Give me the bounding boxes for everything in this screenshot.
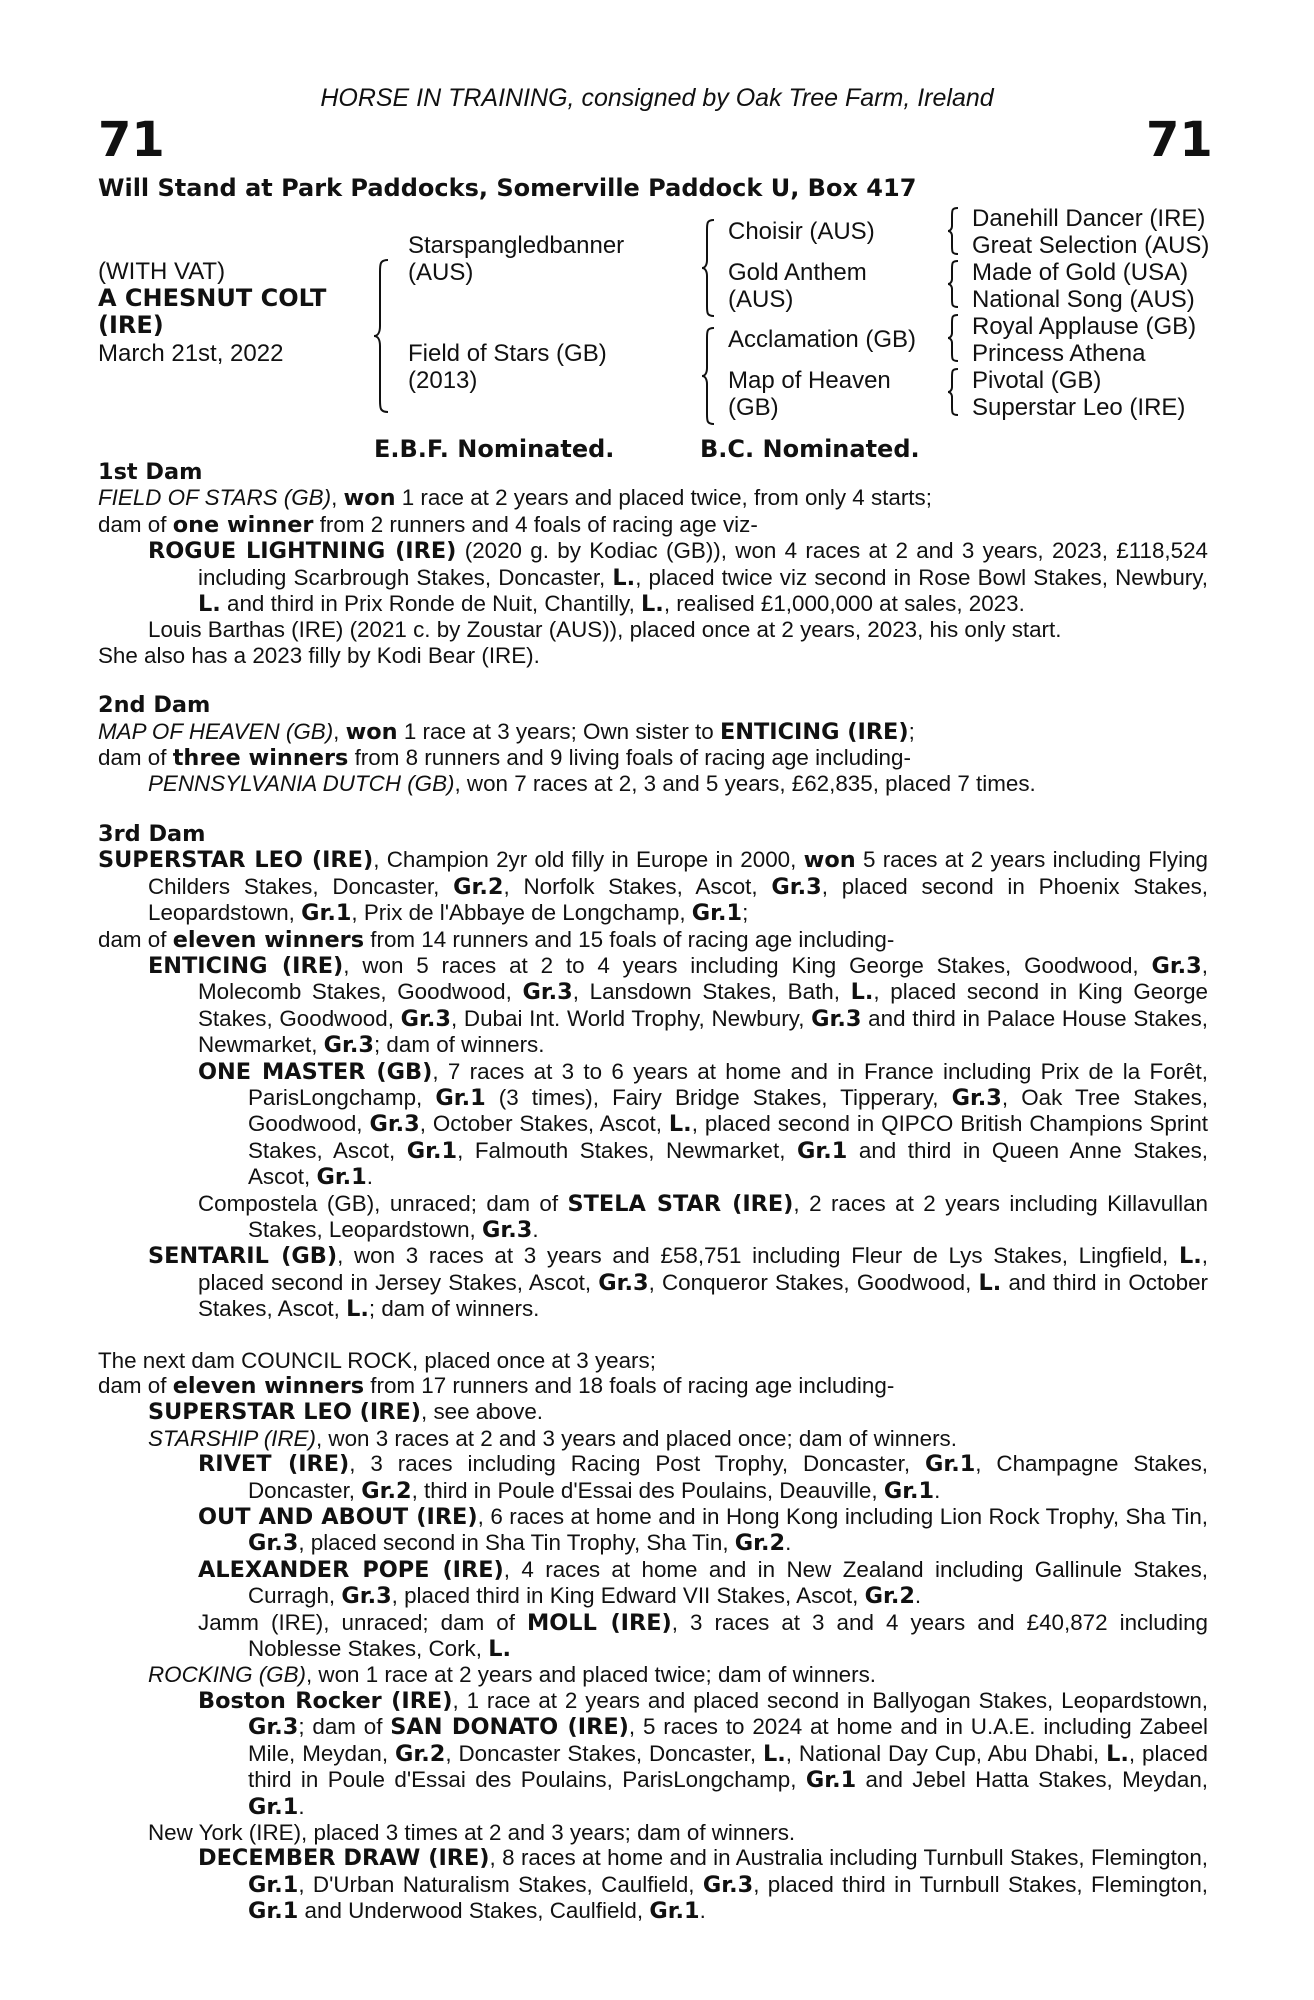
brace-icon [372, 258, 392, 414]
text-run: , placed second in Sha Tin Trophy, Sha Tin, [298, 1530, 735, 1556]
dam-dam: Map of Heaven [728, 367, 891, 394]
next-dam-line: The next dam COUNCIL ROCK, placed once at 3 years; [98, 1347, 656, 1373]
text-run: , won 3 races at 3 years and £58,751 including Fleur de Lys Stakes, Lingfield, [337, 1243, 1179, 1269]
text-run: . [914, 1583, 922, 1609]
text-run: 1 race at 3 years; Own sister to [397, 718, 720, 744]
text-run: , placed third in King Edward VII Stakes, Ascot, [391, 1583, 865, 1609]
text-run: won [345, 718, 398, 745]
gg-7: Pivotal (GB) [972, 367, 1102, 394]
text-run: won [343, 485, 396, 512]
progeny-entry: Louis Barthas (IRE) (2021 c. by Zoustar (AUS)), placed once at 2 years, 2023, his only start. [148, 617, 1062, 643]
text-run: L. [612, 564, 636, 591]
text-run: Gr.3 [369, 1111, 420, 1138]
text-run: Gr.1 [883, 1477, 935, 1504]
sire-dam-origin: (AUS) [728, 286, 794, 313]
text-run: , 1 race at 2 years and placed second in Ballyogan Stakes, Leopardstown, [452, 1687, 1209, 1713]
text-run: ; [908, 718, 915, 744]
text-run: , placed third in Poule d'Essai des Poulains, ParisLongchamp, [248, 1740, 1208, 1793]
text-run: from 2 runners and 4 foals of racing age viz- [313, 511, 758, 537]
third-dam-produce-line [98, 927, 1208, 953]
stand-location: Will Stand at Park Paddocks, Somerville Paddock U, Box 417 [98, 174, 917, 202]
lot-number-right: 71 [1146, 112, 1213, 168]
gg-6: Princess Athena [972, 340, 1146, 367]
brace-icon [946, 259, 960, 309]
text-run: , [331, 485, 344, 511]
text-run: ROCKING (GB) [148, 1662, 306, 1688]
text-run: Gr.3 [951, 1084, 1002, 1111]
text-run: Gr.3 [248, 1530, 299, 1557]
text-run: Gr.1 [316, 1164, 367, 1191]
text-run: DECEMBER DRAW (IRE) [198, 1845, 490, 1872]
subject-foaled: March 21st, 2022 [98, 340, 284, 367]
brace-g4 [946, 367, 960, 422]
text-run: Gr.3 [400, 1005, 451, 1032]
third-dam-line [98, 847, 1208, 926]
text-run: Gr.1 [805, 1767, 857, 1794]
text-run: . [699, 1898, 706, 1924]
text-run: ROGUE LIGHTNING (IRE) [148, 538, 457, 565]
subject-origin: (IRE) [98, 311, 164, 339]
text-run: , see above. [421, 1399, 544, 1425]
brace-g1 [946, 206, 960, 261]
text-run: STARSHIP (IRE) [148, 1425, 316, 1451]
text-run: 5 races at 2 years including Flying Childers Stakes, Doncaster, [148, 847, 1208, 899]
text-run: Gr.1 [248, 1871, 299, 1898]
text-run: , October Stakes, Ascot, [419, 1111, 669, 1137]
text-run: eleven winners [172, 1373, 365, 1399]
text-run: , 6 races at home and in Hong Kong including Lion Rock Trophy, Sha Tin, [477, 1504, 1208, 1530]
text-run: and third in Palace House Stakes, Newmarket, [198, 1005, 1208, 1058]
text-run: , 5 races to 2024 at home and in U.A.E. including Zabeel Mile, Meydan, [248, 1714, 1208, 1766]
progeny-entry [98, 1059, 1208, 1191]
brace-g2 [946, 259, 960, 314]
text-run: , placed second in King George Stakes, Goodwood, [198, 979, 1208, 1031]
text-run: , third in Poule d'Essai des Poulains, Deauville, [411, 1477, 884, 1503]
lot-number-left: 71 [98, 112, 165, 168]
text-run: Jamm (IRE), unraced; dam of [198, 1609, 527, 1635]
text-run: Gr.3 [482, 1216, 533, 1243]
dam-sire: Acclamation (GB) [728, 326, 917, 353]
brace-icon [946, 367, 960, 417]
text-run: from 14 runners and 15 foals of racing age including- [364, 926, 895, 952]
text-run: SAN DONATO (IRE) [390, 1714, 629, 1741]
text-run: Gr.2 [864, 1583, 915, 1610]
text-run: Gr.2 [453, 873, 504, 900]
text-run: dam of [98, 745, 173, 771]
text-run: , Prix de l'Abbaye de Longchamp, [351, 900, 692, 926]
text-run: Gr.3 [522, 979, 573, 1006]
dam-year: (2013) [408, 367, 478, 394]
subject-vat: (WITH VAT) [98, 258, 226, 285]
text-run: , Lansdown Stakes, Bath, [572, 979, 851, 1005]
text-run: , 3 races including Racing Post Trophy, Doncaster, [349, 1451, 925, 1477]
text-run: , 7 races at 3 to 6 years at home and in France including Prix de la Forêt, ParisLongchamp, [248, 1058, 1208, 1110]
text-run: SENTARIL (GB) [148, 1243, 338, 1270]
text-run: MOLL (IRE) [526, 1609, 672, 1636]
progeny-entry [98, 1399, 1208, 1425]
text-run: , won 3 races at 2 and 3 years and placed once; dam of winners. [315, 1425, 957, 1451]
ebf-nomination: E.B.F. Nominated. [374, 435, 615, 463]
text-run: , Molecomb Stakes, Goodwood, [198, 952, 1208, 1005]
text-run: RIVET (IRE) [198, 1451, 350, 1478]
brace-icon [700, 326, 718, 426]
text-run: ; dam of [298, 1714, 391, 1740]
text-run: , Norfolk Stakes, Ascot, [503, 873, 772, 899]
text-run: , 3 races at 3 and 4 years and £40,872 including Noblesse Stakes, Cork, [248, 1609, 1208, 1662]
text-run: Compostela (GB), unraced; dam of [198, 1190, 568, 1216]
text-run: L. [1178, 1243, 1202, 1270]
text-run: three winners [172, 745, 349, 772]
text-run: , Doncaster Stakes, Doncaster, [445, 1740, 763, 1766]
section-heading-second-dam: 2nd Dam [98, 692, 211, 719]
progeny-entry [98, 1557, 1208, 1610]
subject-name: A CHESNUT COLT [98, 284, 327, 312]
text-run: (2020 g. by Kodiac (GB)), won 4 races at 2 and 3 years, 2023, £118,524 including Scarbrough Stakes, Doncaster, [198, 538, 1209, 590]
text-run: (3 times), Fairy Bridge Stakes, Tipperary, [485, 1084, 952, 1110]
text-run: ENTICING (IRE) [148, 952, 344, 979]
text-run: and third in Queen Anne Stakes, Ascot, [248, 1137, 1208, 1190]
progeny-entry [98, 1610, 1208, 1663]
text-run: Gr.1 [248, 1793, 299, 1820]
sire-sire: Choisir (AUS) [728, 218, 875, 245]
text-run: , Champion 2yr old filly in Europe in 2000, [373, 847, 804, 873]
text-run: L. [198, 591, 221, 618]
text-run: L. [346, 1296, 369, 1323]
brace-icon [946, 313, 960, 363]
text-run: . [934, 1477, 941, 1503]
progeny-entry [98, 953, 1208, 1059]
text-run: , Dubai Int. World Trophy, Newbury, [450, 1005, 812, 1031]
text-run: dam of [98, 511, 173, 537]
text-run: Gr.3 [323, 1032, 374, 1059]
text-run: , placed second in Phoenix Stakes, Leopardstown, [148, 873, 1208, 926]
text-run: . [366, 1164, 373, 1190]
text-run: , placed third in Turnbull Stakes, Flemington, [753, 1871, 1208, 1897]
text-run: , 4 races at home and in New Zealand including Gallinule Stakes, Curragh, [248, 1556, 1209, 1609]
sire-origin: (AUS) [408, 259, 474, 286]
text-run: dam of [98, 1373, 173, 1398]
text-run: Gr.3 [598, 1269, 649, 1296]
text-run: Gr.1 [924, 1451, 976, 1478]
text-run: L. [762, 1740, 786, 1767]
text-run: Gr.1 [435, 1084, 486, 1111]
text-run: 1 race at 2 years and placed twice, from only 4 starts; [395, 485, 932, 511]
text-run: L. [850, 979, 874, 1006]
dam-dam-origin: (GB) [728, 394, 779, 421]
dam-name: Field of Stars (GB) [408, 340, 607, 367]
text-run: eleven winners [172, 926, 365, 953]
text-run: ALEXANDER POPE (IRE) [198, 1556, 504, 1583]
text-run: OUT AND ABOUT (IRE) [198, 1504, 478, 1531]
text-run: Gr.2 [734, 1530, 786, 1557]
progeny-entry [98, 771, 1208, 796]
text-run: , Oak Tree Stakes, Goodwood, [248, 1084, 1208, 1137]
text-run: Gr.1 [797, 1137, 848, 1164]
text-run: , placed second in QIPCO British Champions Sprint Stakes, Ascot, [248, 1111, 1208, 1163]
text-run: and third in Prix Ronde de Nuit, Chantilly, [220, 591, 642, 617]
text-run: , won 1 race at 2 years and placed twice; dam of winners. [305, 1662, 876, 1688]
bc-nomination: B.C. Nominated. [700, 435, 920, 463]
text-run: L. [488, 1636, 511, 1663]
second-dam-line [98, 719, 1208, 745]
text-run: , [333, 718, 346, 744]
text-run: L. [668, 1111, 692, 1138]
text-run: , placed second in Jersey Stakes, Ascot, [198, 1243, 1208, 1295]
gg-3: Made of Gold (USA) [972, 259, 1189, 286]
sire-name: Starspangledbanner [408, 232, 625, 259]
progeny-entry: New York (IRE), placed 3 times at 2 and 3 years; dam of winners. [148, 1819, 796, 1845]
text-run: , Falmouth Stakes, Newmarket, [457, 1137, 798, 1163]
gg-5: Royal Applause (GB) [972, 313, 1197, 340]
text-run: L. [978, 1269, 1002, 1296]
text-run: Boston Rocker (IRE) [198, 1687, 453, 1714]
text-run: PENNSYLVANIA DUTCH (GB) [148, 771, 455, 797]
text-run: Gr.3 [771, 873, 822, 900]
text-run: Gr.3 [1151, 952, 1202, 979]
second-dam-produce-line [98, 745, 1208, 771]
text-run: L. [641, 591, 664, 618]
text-run: ; [742, 900, 749, 926]
text-run: Gr.2 [395, 1740, 446, 1767]
text-run: from 8 runners and 9 living foals of racing age including- [348, 745, 911, 771]
progeny-entry [98, 538, 1208, 617]
text-run: , won 7 races at 2, 3 and 5 years, £62,835, placed 7 times. [454, 771, 1036, 797]
sire-dam: Gold Anthem [728, 259, 867, 286]
text-run: Gr.1 [406, 1137, 458, 1164]
text-run: , National Day Cup, Abu Dhabi, [785, 1740, 1107, 1766]
text-run: FIELD OF STARS (GB) [98, 485, 332, 511]
brace-sire-dam [372, 258, 392, 418]
text-run: . [785, 1530, 792, 1556]
text-run: dam of [98, 926, 173, 952]
progeny-entry [98, 1504, 1208, 1557]
gg-1: Danehill Dancer (IRE) [972, 205, 1206, 232]
progeny-entry [98, 1451, 1208, 1504]
text-run: STELA STAR (IRE) [567, 1190, 794, 1217]
text-run: and third in October Stakes, Ascot, [198, 1269, 1208, 1322]
text-run: Gr.1 [301, 900, 352, 927]
text-run: SUPERSTAR LEO (IRE) [98, 847, 374, 874]
text-run: , Champagne Stakes, Doncaster, [248, 1451, 1208, 1503]
section-heading-third-dam: 3rd Dam [98, 820, 206, 847]
brace-dam-parents [700, 326, 718, 430]
progeny-entry [98, 1662, 1208, 1687]
text-run: SUPERSTAR LEO (IRE) [148, 1399, 422, 1426]
text-run: , Conqueror Stakes, Goodwood, [648, 1269, 979, 1295]
brace-sire-parents [700, 218, 718, 322]
progeny-entry [98, 1845, 1208, 1924]
text-run: Gr.3 [702, 1871, 754, 1898]
gg-2: Great Selection (AUS) [972, 232, 1210, 259]
text-run: Gr.3 [248, 1714, 299, 1741]
progeny-entry [98, 1191, 1208, 1244]
text-run: . [532, 1216, 539, 1242]
text-run: and Underwood Stakes, Caulfield, [298, 1898, 650, 1924]
text-run: Gr.3 [341, 1583, 392, 1610]
first-dam-line [98, 485, 1208, 511]
text-run: from 17 runners and 18 foals of racing age including- [364, 1373, 895, 1398]
text-run: , placed twice viz second in Rose Bowl Stakes, Newbury, [635, 564, 1209, 590]
text-run: MAP OF HEAVEN (GB) [98, 718, 334, 744]
text-run: Gr.2 [361, 1477, 412, 1504]
progeny-entry [98, 1688, 1208, 1820]
brace-icon [700, 218, 718, 318]
text-run: one winner [172, 511, 314, 538]
brace-icon [946, 206, 960, 256]
next-dam-produce-line [98, 1373, 1208, 1399]
text-run: , realised £1,000,000 at sales, 2023. [663, 591, 1025, 617]
text-run: ENTICING (IRE) [719, 718, 909, 745]
text-run: Gr.3 [811, 1005, 862, 1032]
gg-8: Superstar Leo (IRE) [972, 394, 1186, 421]
text-run: , won 5 races at 2 to 4 years including King George Stakes, Goodwood, [343, 952, 1152, 978]
gg-4: National Song (AUS) [972, 286, 1195, 313]
text-run: Gr.1 [691, 900, 743, 927]
text-run: , 2 races at 2 years including Killavullan Stakes, Leopardstown, [248, 1190, 1208, 1242]
section-heading-first-dam: 1st Dam [98, 459, 203, 485]
brace-g3 [946, 313, 960, 368]
text-run: Gr.1 [248, 1898, 299, 1925]
text-run: , D'Urban Naturalism Stakes, Caulfield, [298, 1871, 703, 1897]
text-run: ; dam of winners. [373, 1032, 545, 1058]
text-run: ONE MASTER (GB) [198, 1058, 433, 1085]
text-run: and Jebel Hatta Stakes, Meydan, [856, 1767, 1208, 1793]
text-run: , 8 races at home and in Australia including Turnbull Stakes, Flemington, [489, 1845, 1208, 1871]
catalogue-body [98, 460, 1208, 1925]
text-run: ; dam of winners. [368, 1296, 540, 1322]
page-subtitle: HORSE IN TRAINING, consigned by Oak Tree Farm, Ireland [320, 84, 994, 112]
text-run: Gr.1 [649, 1898, 700, 1925]
text-run: . [298, 1793, 305, 1819]
progeny-entry [98, 1426, 1208, 1451]
text-run: won [803, 847, 856, 874]
text-run: L. [1106, 1740, 1129, 1767]
first-dam-note: She also has a 2023 filly by Kodi Bear (IRE). [98, 642, 540, 668]
first-dam-produce-line [98, 512, 1208, 538]
progeny-entry [98, 1243, 1208, 1322]
